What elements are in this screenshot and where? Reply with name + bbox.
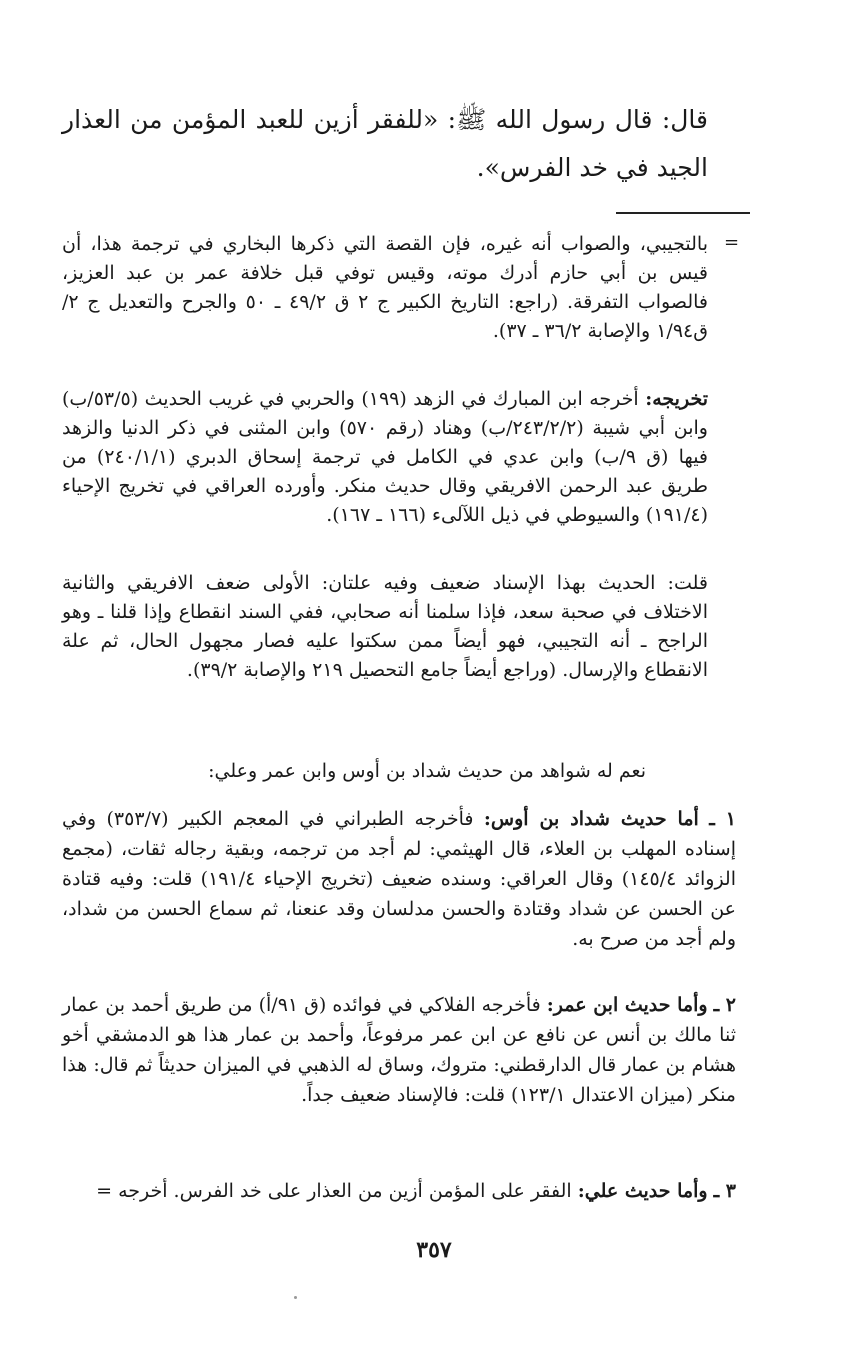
takhrij-text: أخرجه ابن المبارك في الزهد (١٩٩) والحربي في غريب الحديث (٥٣/٥/ب) وابن أبي شيبة (٢٤٣/٢/٢/ب) وهناد (رقم ٥٧٠) وابن المثنى في ذكر الدنيا والزهد فيها (ق ٩/ب) وابن عدي في الكامل في ترجمة إسحاق الدبري (٢٤٠/١/١) من طريق عبد الرحمن الافريقي وقال حديث منكر. وأورده العراقي في تخريج الإحياء (١٩١/٤) والسيوطي في ذيل اللآلىء (١٦٦ ـ ١٦٧). <box>62 388 709 526</box>
footnote-separator-rule <box>616 212 750 214</box>
continuation-mark: = <box>724 232 740 253</box>
numbered-item-3 <box>62 1176 736 1206</box>
page-number: ٣٥٧ <box>416 1237 452 1263</box>
witnesses-intro: نعم له شواهد من حديث شداد بن أوس وابن عمر وعلي: <box>208 760 646 782</box>
item-3-text: الفقر على المؤمن أزين من العذار على خد الفرس. أخرجه = <box>96 1180 572 1202</box>
item-1-body <box>62 804 736 954</box>
takhrij-label: تخريجه: <box>645 388 708 410</box>
scan-speck <box>294 1296 297 1299</box>
item-2-body <box>62 990 736 1110</box>
item-3-label: وأما حديث علي: <box>577 1180 708 1202</box>
item-3-number: ٣ ـ <box>713 1180 736 1202</box>
item-1-number: ١ ـ <box>709 808 737 830</box>
item-2-number: ٢ ـ <box>713 994 736 1016</box>
footnote-takhrij-paragraph <box>62 385 708 530</box>
numbered-item-1 <box>62 804 736 954</box>
numbered-item-2 <box>62 990 736 1110</box>
item-2-label: وأما حديث ابن عمر: <box>546 994 708 1016</box>
footnote-analysis-paragraph: قلت: الحديث بهذا الإسناد ضعيف وفيه علتان: الأولى ضعف الافريقي والثانية الاختلاف في صحبة سعد، فإذا سلمنا أنه صحابي، ففي السند انقطاع وإذا قلنا ـ وهو الراجح ـ أنه التجيبي، فهو أيضاً ممن سكتوا عليه فصار مجهول الحال، ثم علة الانقطاع والإرسال. (وراجع أيضاً جامع التحصيل ٢١٩ والإصابة ٣٩/٢). <box>62 572 708 681</box>
footnote-paragraph-1: بالتجيبي، والصواب أنه غيره، فإن القصة التي ذكرها البخاري في ترجمة هذا، أن قيس بن أبي حازم أدرك موته، وقيس توفي قبل خلافة عمر بن عبد العزيز، فالصواب التفرقة. (راجع: التاريخ الكبير ج ٢ ق ٤٩/٢ ـ ٥٠ والجرح والتعديل ج ٢/ق١/٩٤ والإصابة ٣٦/٢ ـ ٣٧). <box>62 233 708 342</box>
main-hadith-text: قال: قال رسول الله ﷺ: «للفقر أزين للعبد المؤمن من العذار الجيد في خد الفرس». <box>62 105 708 182</box>
item-1-text: فأخرجه الطبراني في المعجم الكبير (٣٥٣/٧) وفي إسناده المهلب بن العلاء، قال الهيثمي: لم أجد من ترجمه، وبقية رجاله ثقات، (مجمع الزوائد ١٤٥/٤) وقال العراقي: وسنده ضعيف (تخريج الإحياء ١٩١/٤) قلت: وفيه قتادة عن الحسن عن شداد وقتادة والحسن مدلسان وقد عنعنا، ثم سماع الحسن من شداد، ولم أجد من صرح به. <box>62 808 736 950</box>
item-2-text: فأخرجه الفلاكي في فوائده (ق ٩١/أ) من طريق أحمد بن عمار ثنا مالك بن أنس عن نافع عن ابن عمر مرفوعاً، وأحمد بن عمار هذا هو الدمشقي أخو هشام بن عمار قال الدارقطني: متروك، وساق له الذهبي في الميزان حديثاً ثم قال: هذا منكر (ميزان الاعتدال ١٢٣/١) قلت: فالإسناد ضعيف جداً. <box>62 994 736 1106</box>
item-1-label: أما حديث شداد بن أوس: <box>483 808 699 830</box>
item-3-body <box>62 1176 736 1206</box>
